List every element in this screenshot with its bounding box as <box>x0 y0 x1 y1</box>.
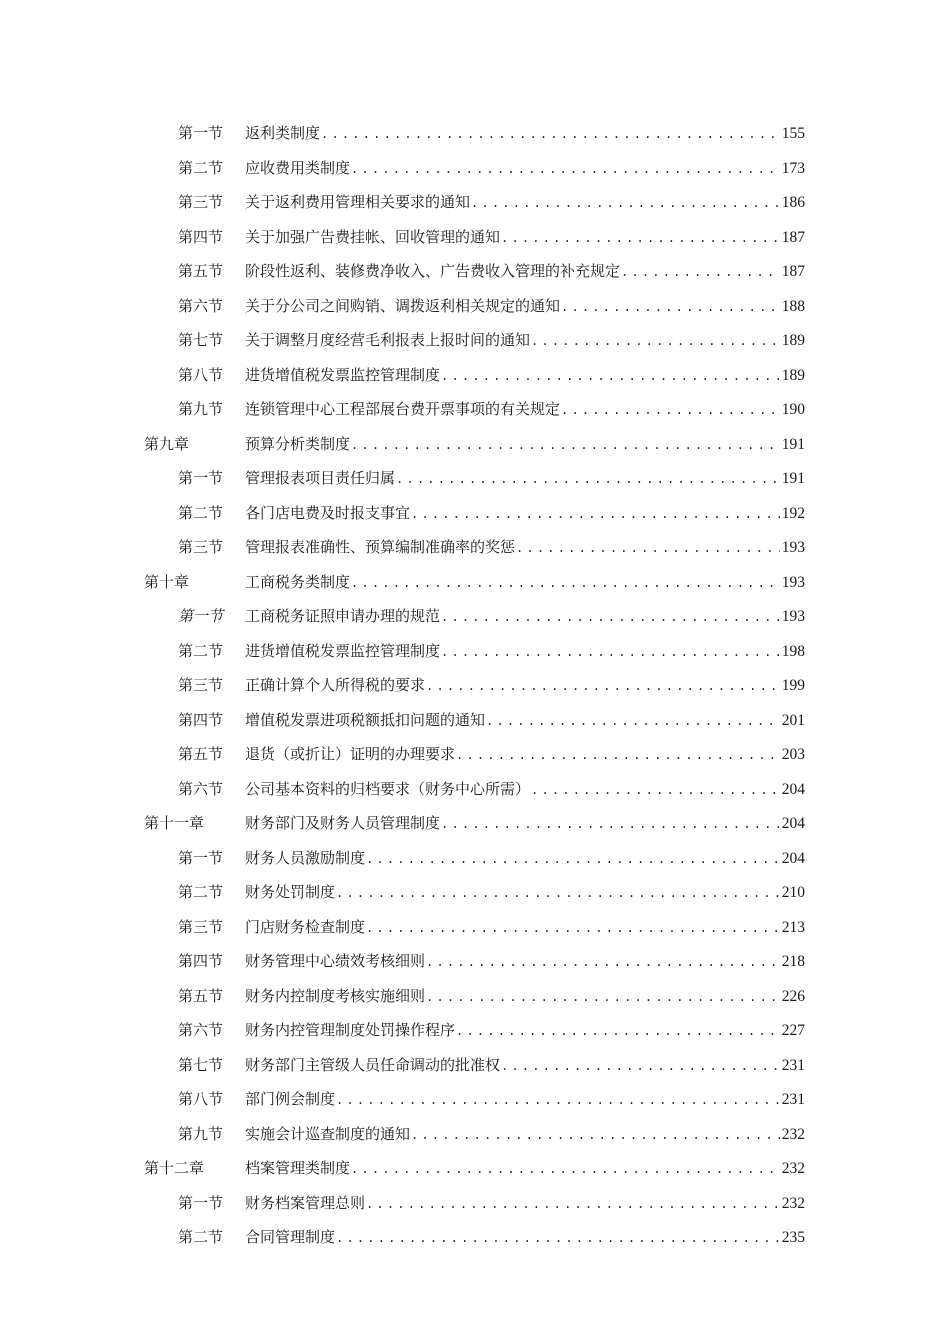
toc-entry-line <box>245 565 805 601</box>
toc-section-entry[interactable] <box>0 737 950 772</box>
toc-entry-line <box>245 358 805 394</box>
toc-page-number: 204 <box>781 849 805 867</box>
toc-section-entry[interactable] <box>0 910 950 945</box>
toc-dot-leader <box>410 497 780 532</box>
toc-dot-leader <box>410 1118 780 1153</box>
toc-section-label: 第九节 <box>178 400 224 418</box>
toc-section-label: 第七节 <box>178 1055 224 1074</box>
toc-section-entry[interactable] <box>0 530 950 565</box>
toc-dot-leader <box>320 117 780 152</box>
toc-entry-line <box>245 496 805 532</box>
toc-dot-leader <box>455 1014 780 1049</box>
toc-section-label: 第二节 <box>178 503 224 522</box>
toc-section-entry[interactable] <box>0 979 950 1014</box>
toc-chapter-entry[interactable] <box>0 1151 950 1186</box>
toc-section-label: 第二节 <box>178 883 224 901</box>
table-of-contents <box>0 116 950 1255</box>
toc-entry-title: 阶段性返利、装修费净收入、广告费收入管理的补充规定 <box>245 262 621 280</box>
toc-page-number: 232 <box>781 1125 805 1143</box>
toc-entry-title: 关于返利费用管理相关要求的通知 <box>245 193 471 211</box>
toc-page-number: 231 <box>781 1056 805 1074</box>
toc-entry-title: 档案管理类制度 <box>245 1159 351 1177</box>
toc-dot-leader <box>350 428 780 463</box>
toc-page-number: 188 <box>781 297 805 315</box>
toc-section-entry[interactable] <box>0 392 950 427</box>
toc-page-number: 189 <box>781 332 805 349</box>
toc-entry-line <box>245 875 805 911</box>
toc-dot-leader <box>530 773 780 808</box>
toc-entry-title: 部门例会制度 <box>245 1090 336 1108</box>
toc-entry-line <box>245 1151 805 1187</box>
toc-dot-leader <box>350 1152 780 1187</box>
toc-dot-leader <box>485 704 780 739</box>
toc-section-entry[interactable] <box>0 289 950 324</box>
toc-entry-title: 应收费用类制度 <box>245 158 351 177</box>
toc-page-number: 198 <box>781 642 805 660</box>
toc-dot-leader <box>500 221 780 256</box>
toc-page-number: 191 <box>781 435 805 453</box>
toc-dot-leader <box>425 945 780 980</box>
toc-entry-title: 合同管理制度 <box>245 1228 336 1246</box>
toc-entry-title: 关于加强广告费挂帐、回收管理的通知 <box>245 227 501 246</box>
toc-section-entry[interactable] <box>0 358 950 393</box>
toc-section-entry[interactable] <box>0 1048 950 1083</box>
toc-page-number: 235 <box>781 1229 805 1246</box>
toc-entry-line <box>245 289 805 325</box>
toc-entry-title: 管理报表项目责任归属 <box>245 469 396 487</box>
toc-page-number: 191 <box>781 470 805 487</box>
toc-entry-title: 财务内控制度考核实施细则 <box>245 986 426 1005</box>
toc-page-number: 173 <box>781 159 805 177</box>
toc-page-number: 190 <box>781 401 805 418</box>
toc-chapter-label: 第十一章 <box>144 814 205 832</box>
toc-dot-leader <box>500 1049 780 1084</box>
toc-section-label: 第三节 <box>178 193 224 211</box>
toc-entry-title: 关于调整月度经营毛利报表上报时间的通知 <box>245 331 531 349</box>
toc-section-entry[interactable] <box>0 1117 950 1152</box>
toc-page-number: 218 <box>781 953 805 970</box>
toc-section-entry[interactable] <box>0 634 950 669</box>
toc-entry-line <box>245 703 805 739</box>
toc-section-label: 第九节 <box>178 1124 224 1143</box>
toc-section-label: 第一节 <box>178 848 224 867</box>
toc-dot-leader <box>365 1187 780 1222</box>
toc-section-label: 第二节 <box>178 1228 224 1246</box>
toc-page-number: 192 <box>781 504 805 522</box>
toc-section-entry[interactable] <box>0 254 950 289</box>
toc-entry-line <box>245 185 805 221</box>
toc-entry-line <box>245 806 805 842</box>
toc-entry-title: 财务人员激励制度 <box>245 848 366 867</box>
toc-page-number: 189 <box>781 366 805 384</box>
toc-entry-title: 财务档案管理总则 <box>245 1193 366 1212</box>
toc-section-entry[interactable] <box>0 496 950 531</box>
toc-section-entry[interactable] <box>0 703 950 738</box>
toc-section-label: 第四节 <box>178 710 224 729</box>
toc-entry-line <box>245 254 805 290</box>
toc-entry-title: 公司基本资料的归档要求（财务中心所需） <box>245 779 531 798</box>
toc-dot-leader <box>425 980 780 1015</box>
toc-dot-leader <box>440 635 780 670</box>
toc-entry-title: 退货（或折让）证明的办理要求 <box>245 745 456 763</box>
toc-entry-title: 各门店电费及时报支事宜 <box>245 503 411 522</box>
toc-entry-line <box>245 1013 805 1049</box>
toc-section-entry[interactable] <box>0 841 950 876</box>
toc-chapter-label: 第九章 <box>144 434 190 453</box>
toc-entry-line <box>245 461 805 497</box>
toc-entry-line <box>245 220 805 256</box>
toc-entry-line <box>245 737 805 773</box>
toc-section-entry[interactable] <box>0 220 950 255</box>
toc-section-entry[interactable] <box>0 461 950 496</box>
toc-page-number: 232 <box>781 1194 805 1212</box>
toc-section-entry[interactable] <box>0 323 950 358</box>
toc-entry-title: 财务部门主管级人员任命调动的批准权 <box>245 1055 501 1074</box>
toc-dot-leader <box>470 186 780 221</box>
toc-dot-leader <box>455 738 780 773</box>
toc-section-label: 第一节 <box>178 469 224 487</box>
toc-section-label: 第四节 <box>178 227 224 246</box>
toc-page-number: 187 <box>781 228 805 246</box>
toc-section-entry[interactable] <box>0 944 950 979</box>
toc-section-entry[interactable] <box>0 116 950 151</box>
toc-section-entry[interactable] <box>0 599 950 634</box>
toc-section-label: 第二节 <box>178 641 224 660</box>
toc-entry-line <box>245 944 805 980</box>
toc-dot-leader <box>530 324 780 359</box>
toc-entry-title: 工商税务证照申请办理的规范 <box>245 607 441 625</box>
toc-entry-line <box>245 427 805 463</box>
toc-dot-leader <box>365 911 780 946</box>
toc-section-label: 第七节 <box>178 331 224 349</box>
toc-entry-title: 财务部门及财务人员管理制度 <box>245 814 441 832</box>
toc-chapter-label: 第十二章 <box>144 1159 205 1177</box>
toc-section-entry[interactable] <box>0 1082 950 1117</box>
toc-section-entry[interactable] <box>0 1186 950 1221</box>
toc-page-number: 155 <box>781 125 805 142</box>
toc-page-number: 226 <box>781 987 805 1005</box>
toc-dot-leader <box>335 1221 780 1256</box>
toc-chapter-entry[interactable] <box>0 427 950 462</box>
toc-entry-line <box>245 392 805 428</box>
toc-section-label: 第六节 <box>178 1021 224 1039</box>
toc-section-entry[interactable] <box>0 772 950 807</box>
toc-section-label: 第四节 <box>178 952 224 970</box>
toc-entry-title: 门店财务检查制度 <box>245 917 366 936</box>
toc-page-number: 193 <box>781 539 805 556</box>
toc-dot-leader <box>560 393 780 428</box>
toc-page-number: 232 <box>781 1160 805 1177</box>
toc-page-number: 210 <box>781 884 805 901</box>
toc-entry-line <box>245 151 805 187</box>
toc-section-label: 第三节 <box>178 676 224 694</box>
toc-dot-leader <box>440 807 780 842</box>
toc-chapter-label: 第十章 <box>144 572 190 591</box>
toc-entry-line <box>245 1220 805 1256</box>
toc-dot-leader <box>440 600 780 635</box>
toc-entry-line <box>245 1117 805 1153</box>
toc-section-label: 第三节 <box>178 917 224 936</box>
toc-dot-leader <box>335 1083 780 1118</box>
toc-section-entry[interactable] <box>0 151 950 186</box>
toc-page-number: 204 <box>781 780 805 798</box>
toc-entry-title: 返利类制度 <box>245 124 321 142</box>
toc-entry-line <box>245 116 805 152</box>
toc-entry-title: 关于分公司之间购销、调拨返利相关规定的通知 <box>245 296 561 315</box>
toc-dot-leader <box>365 842 780 877</box>
toc-page-number: 213 <box>781 918 805 936</box>
toc-section-entry[interactable] <box>0 1013 950 1048</box>
toc-dot-leader <box>350 566 780 601</box>
toc-section-label: 第三节 <box>178 538 224 556</box>
toc-page-number: 204 <box>781 815 805 832</box>
toc-chapter-entry[interactable] <box>0 806 950 841</box>
toc-entry-line <box>245 599 805 635</box>
toc-page-number: 193 <box>781 573 805 591</box>
toc-section-label: 第五节 <box>178 986 224 1005</box>
toc-entry-line <box>245 910 805 946</box>
toc-dot-leader <box>440 359 780 394</box>
toc-section-label: 第一节 <box>178 607 224 625</box>
toc-entry-line <box>245 979 805 1015</box>
toc-entry-line <box>245 1186 805 1222</box>
toc-page-number: 227 <box>781 1022 805 1039</box>
toc-page-number: 231 <box>781 1091 805 1108</box>
toc-section-label: 第一节 <box>178 124 224 142</box>
toc-section-entry[interactable] <box>0 668 950 703</box>
toc-entry-line <box>245 1048 805 1084</box>
toc-entry-title: 增值税发票进项税额抵扣问题的通知 <box>245 710 486 729</box>
toc-page-number: 201 <box>781 711 805 729</box>
toc-section-label: 第八节 <box>178 365 224 384</box>
toc-dot-leader <box>620 255 780 290</box>
toc-entry-line <box>245 1082 805 1118</box>
toc-page-number: 187 <box>781 263 805 280</box>
toc-dot-leader <box>515 531 780 566</box>
toc-entry-title: 进货增值税发票监控管理制度 <box>245 365 441 384</box>
toc-entry-title: 财务内控管理制度处罚操作程序 <box>245 1021 456 1039</box>
toc-section-label: 第五节 <box>178 262 224 280</box>
toc-page-number: 203 <box>781 746 805 763</box>
toc-dot-leader <box>335 876 780 911</box>
toc-entry-title: 实施会计巡查制度的通知 <box>245 1124 411 1143</box>
toc-page-number: 186 <box>781 194 805 211</box>
toc-entry-title: 预算分析类制度 <box>245 434 351 453</box>
toc-section-label: 第二节 <box>178 158 224 177</box>
toc-entry-line <box>245 323 805 359</box>
toc-section-label: 第六节 <box>178 779 224 798</box>
toc-section-label: 第五节 <box>178 745 224 763</box>
toc-section-entry[interactable] <box>0 1220 950 1255</box>
toc-entry-title: 正确计算个人所得税的要求 <box>245 676 426 694</box>
toc-entry-line <box>245 841 805 877</box>
toc-entry-line <box>245 634 805 670</box>
toc-dot-leader <box>350 152 780 187</box>
toc-section-entry[interactable] <box>0 185 950 220</box>
toc-dot-leader <box>425 669 780 704</box>
toc-section-label: 第六节 <box>178 296 224 315</box>
toc-section-label: 第八节 <box>178 1090 224 1108</box>
toc-section-label: 第一节 <box>178 1193 224 1212</box>
toc-entry-title: 管理报表准确性、预算编制准确率的奖惩 <box>245 538 516 556</box>
toc-page-number: 193 <box>781 608 805 625</box>
toc-dot-leader <box>560 290 780 325</box>
toc-entry-title: 工商税务类制度 <box>245 572 351 591</box>
toc-entry-title: 连锁管理中心工程部展台费开票事项的有关规定 <box>245 400 561 418</box>
toc-section-entry[interactable] <box>0 875 950 910</box>
toc-chapter-entry[interactable] <box>0 565 950 600</box>
toc-entry-title: 财务管理中心绩效考核细则 <box>245 952 426 970</box>
toc-entry-line <box>245 772 805 808</box>
toc-entry-line <box>245 668 805 704</box>
toc-dot-leader <box>395 462 780 497</box>
toc-entry-line <box>245 530 805 566</box>
toc-page-number: 199 <box>781 677 805 694</box>
toc-entry-title: 财务处罚制度 <box>245 883 336 901</box>
toc-entry-title: 进货增值税发票监控管理制度 <box>245 641 441 660</box>
